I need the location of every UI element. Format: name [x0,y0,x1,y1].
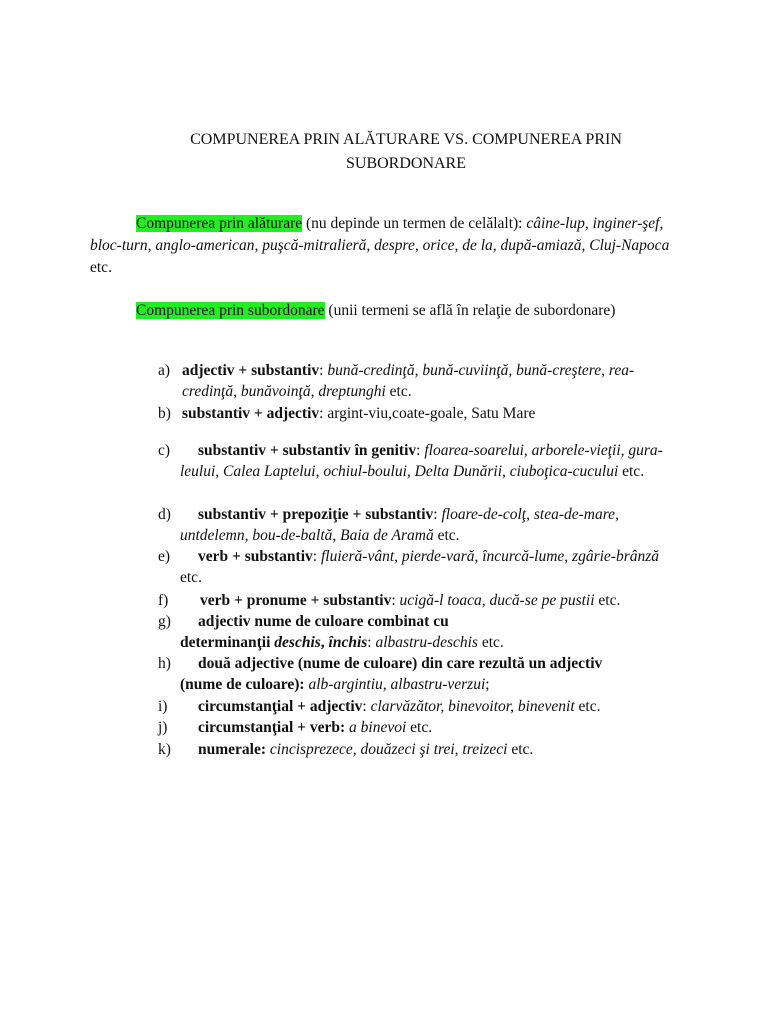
list-item-d: d) substantiv + prepoziţie + substantiv: floare-de-colţ, stea-de-mare, untdelemn, bou-de-baltă, Baia de Aramă etc. [158,506,619,544]
list-item-c: c) substantiv + substantiv în genitiv: floarea-soarelui, arborele-vieţii, gura-leului, Calea Laptelui, ochiul-boului, Delta Dunării, ciuboţica-cucului etc. [158,442,663,480]
examples-alaturare: câine-lup, inginer-şef, bloc-turn, anglo-american, puşcă-mitralieră, despre, orice, de la, după-amiază, Cluj-Napoca [90,215,670,254]
highlight-subordonare: Compunerea prin subordonare [136,302,325,319]
highlight-alaturare: Compunerea prin alăturare [136,215,303,232]
list-item-j: j) circumstanţial + verb: a binevoi etc. [158,719,433,736]
list-item-h: h) două adjective (nume de culoare) din care rezultă un adjectiv (nume de culoare): alb-argintiu, albastru-verzui; [158,655,603,693]
list-item-b: b) substantiv + adjectiv: argint-viu,coate-goale, Satu Mare [158,405,536,422]
paragraph-alaturare: Compunerea prin alăturare (nu depinde un termen de celălalt): câine-lup, inginer-şef, bloc-turn, anglo-american, puşcă-mitralieră, despre, orice, de la, după-amiază, Cluj-Napoca etc. [90,215,670,276]
title-line-2: SUBORDONARE [345,155,466,172]
list-item-a: a) adjectiv + substantiv: bună-credinţă, bună-cuviinţă, bună-creştere, rea-credinţă, bunăvoinţă, dreptunghi etc. [158,362,635,400]
list-item-f: f) verb + pronume + substantiv: ucigă-l toaca, ducă-se pe pustii etc. [158,592,621,609]
list-item-k: k) numerale: cincisprezece, douăzeci şi trei, treizeci etc. [158,741,534,758]
list-item-g: g) adjectiv nume de culoare combinat cu determinanţii deschis, închis: albastru-deschis etc. [158,613,504,651]
list-item-e: e) verb + substantiv: fluieră-vânt, pierde-vară, încurcă-lume, zgârie-brânză etc. [158,548,660,586]
list-item-i: i) circumstanţial + adjectiv: clarvăzător, binevoitor, binevenit etc. [158,698,601,715]
title-line-1: COMPUNEREA PRIN ALĂTURARE VS. COMPUNEREA PRIN [190,131,622,148]
page-title [0,128,768,176]
paragraph-subordonare: Compunerea prin subordonare (unii termeni se află în relaţie de subordonare) [136,302,616,319]
